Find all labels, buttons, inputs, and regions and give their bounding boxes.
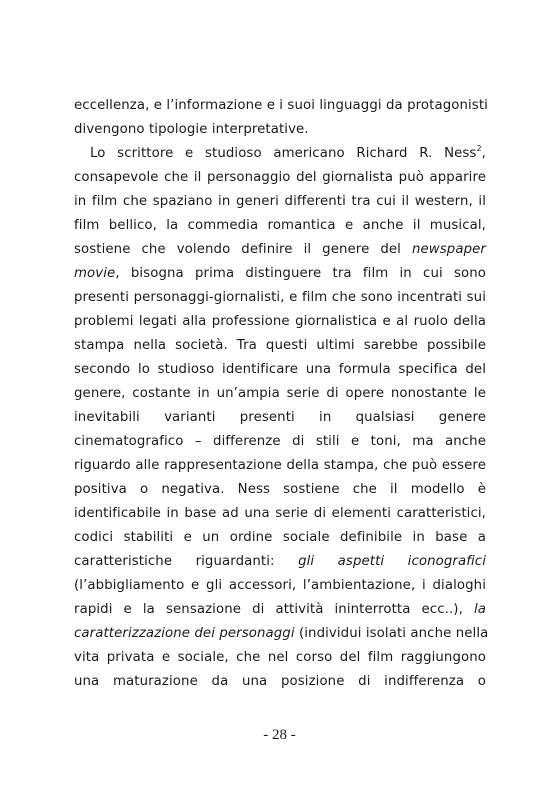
- text-segment: rapidi e la sensazione di attività ininterrotta ecc..),: [74, 602, 474, 617]
- text-segment: film bellico, la commedia romantica e anche il musical,: [74, 218, 486, 233]
- text-line: [74, 574, 486, 598]
- page-number: - 28 -: [263, 727, 296, 743]
- text-line: [74, 430, 486, 454]
- text-line: [74, 286, 486, 310]
- text-segment: Lo scrittore e studioso americano Richard R. Ness: [90, 146, 477, 161]
- text-segment: riguardo alle rappresentazione della stampa, che può essere: [74, 458, 486, 473]
- text-segment: genere, costante in un’ampia serie di opere nonostante le: [74, 386, 486, 401]
- text-segment: vita privata e sociale, che nel corso del film raggiungono: [74, 650, 486, 665]
- text-segment: cinematografico – differenze di stili e toni, ma anche: [74, 434, 486, 449]
- text-segment: (individui isolati anche nella: [294, 626, 489, 641]
- text-line: [74, 214, 486, 238]
- text-line: [74, 118, 486, 142]
- text-segment: consapevole che il personaggio del giornalista può apparire: [74, 170, 486, 185]
- text-line: [74, 502, 486, 526]
- text-line: [74, 598, 486, 622]
- text-line: [74, 358, 486, 382]
- text-segment: (l’abbigliamento e gli accessori, l’ambientazione, i dialoghi: [74, 578, 486, 593]
- text-line: [74, 526, 486, 550]
- text-line: [74, 406, 486, 430]
- italic-text: la: [473, 602, 486, 617]
- text-segment: identificabile in base ad una serie di elementi caratteristici,: [74, 506, 486, 521]
- text-segment: sostiene che volendo definire il genere del: [74, 242, 412, 257]
- text-segment: eccellenza, e l’informazione e i suoi linguaggi da protagonisti: [74, 98, 488, 113]
- text-line: [74, 454, 486, 478]
- text-segment: problemi legati alla professione giornalistica e al ruolo della: [74, 314, 486, 329]
- italic-text: caratterizzazione dei personaggi: [74, 626, 295, 641]
- text-line: [74, 334, 486, 358]
- text-segment: , bisogna prima distinguere tra film in cui sono: [115, 266, 486, 281]
- italic-text: gli aspetti iconografici: [298, 554, 486, 569]
- text-segment: inevitabili varianti presenti in qualsiasi genere: [74, 410, 486, 425]
- italic-text: movie: [74, 266, 116, 281]
- text-line: [74, 478, 486, 502]
- text-line: [74, 238, 486, 262]
- text-line: [74, 142, 486, 166]
- text-segment: stampa nella società. Tra questi ultimi sarebbe possibile: [74, 338, 486, 353]
- text-segment: una maturazione da una posizione di indifferenza o: [74, 674, 486, 689]
- text-line: [74, 262, 486, 286]
- text-segment: ,: [481, 146, 486, 161]
- text-segment: divengono tipologie interpretative.: [74, 122, 309, 137]
- text-segment: presenti personaggi-giornalisti, e film che sono incentrati sui: [74, 290, 486, 305]
- italic-text: newspaper: [412, 242, 486, 257]
- text-line: [74, 382, 486, 406]
- text-line: [74, 166, 486, 190]
- text-line: [74, 646, 486, 670]
- text-segment: positiva o negativa. Ness sostiene che il modello è: [74, 482, 486, 497]
- text-segment: secondo lo studioso identificare una formula specifica del: [74, 362, 486, 377]
- footnote-ref: 2: [476, 143, 482, 153]
- text-segment: caratteristiche riguardanti:: [74, 554, 299, 569]
- text-line: [74, 622, 489, 646]
- text-segment: in film che spaziano in generi differenti tra cui il western, il: [74, 194, 486, 209]
- text-line: [74, 94, 486, 118]
- text-segment: codici stabiliti e un ordine sociale definibile in base a: [74, 530, 486, 545]
- text-line: [74, 550, 486, 574]
- body-text: [74, 94, 489, 694]
- text-line: [74, 670, 486, 694]
- text-line: [74, 310, 486, 334]
- text-line: [74, 190, 486, 214]
